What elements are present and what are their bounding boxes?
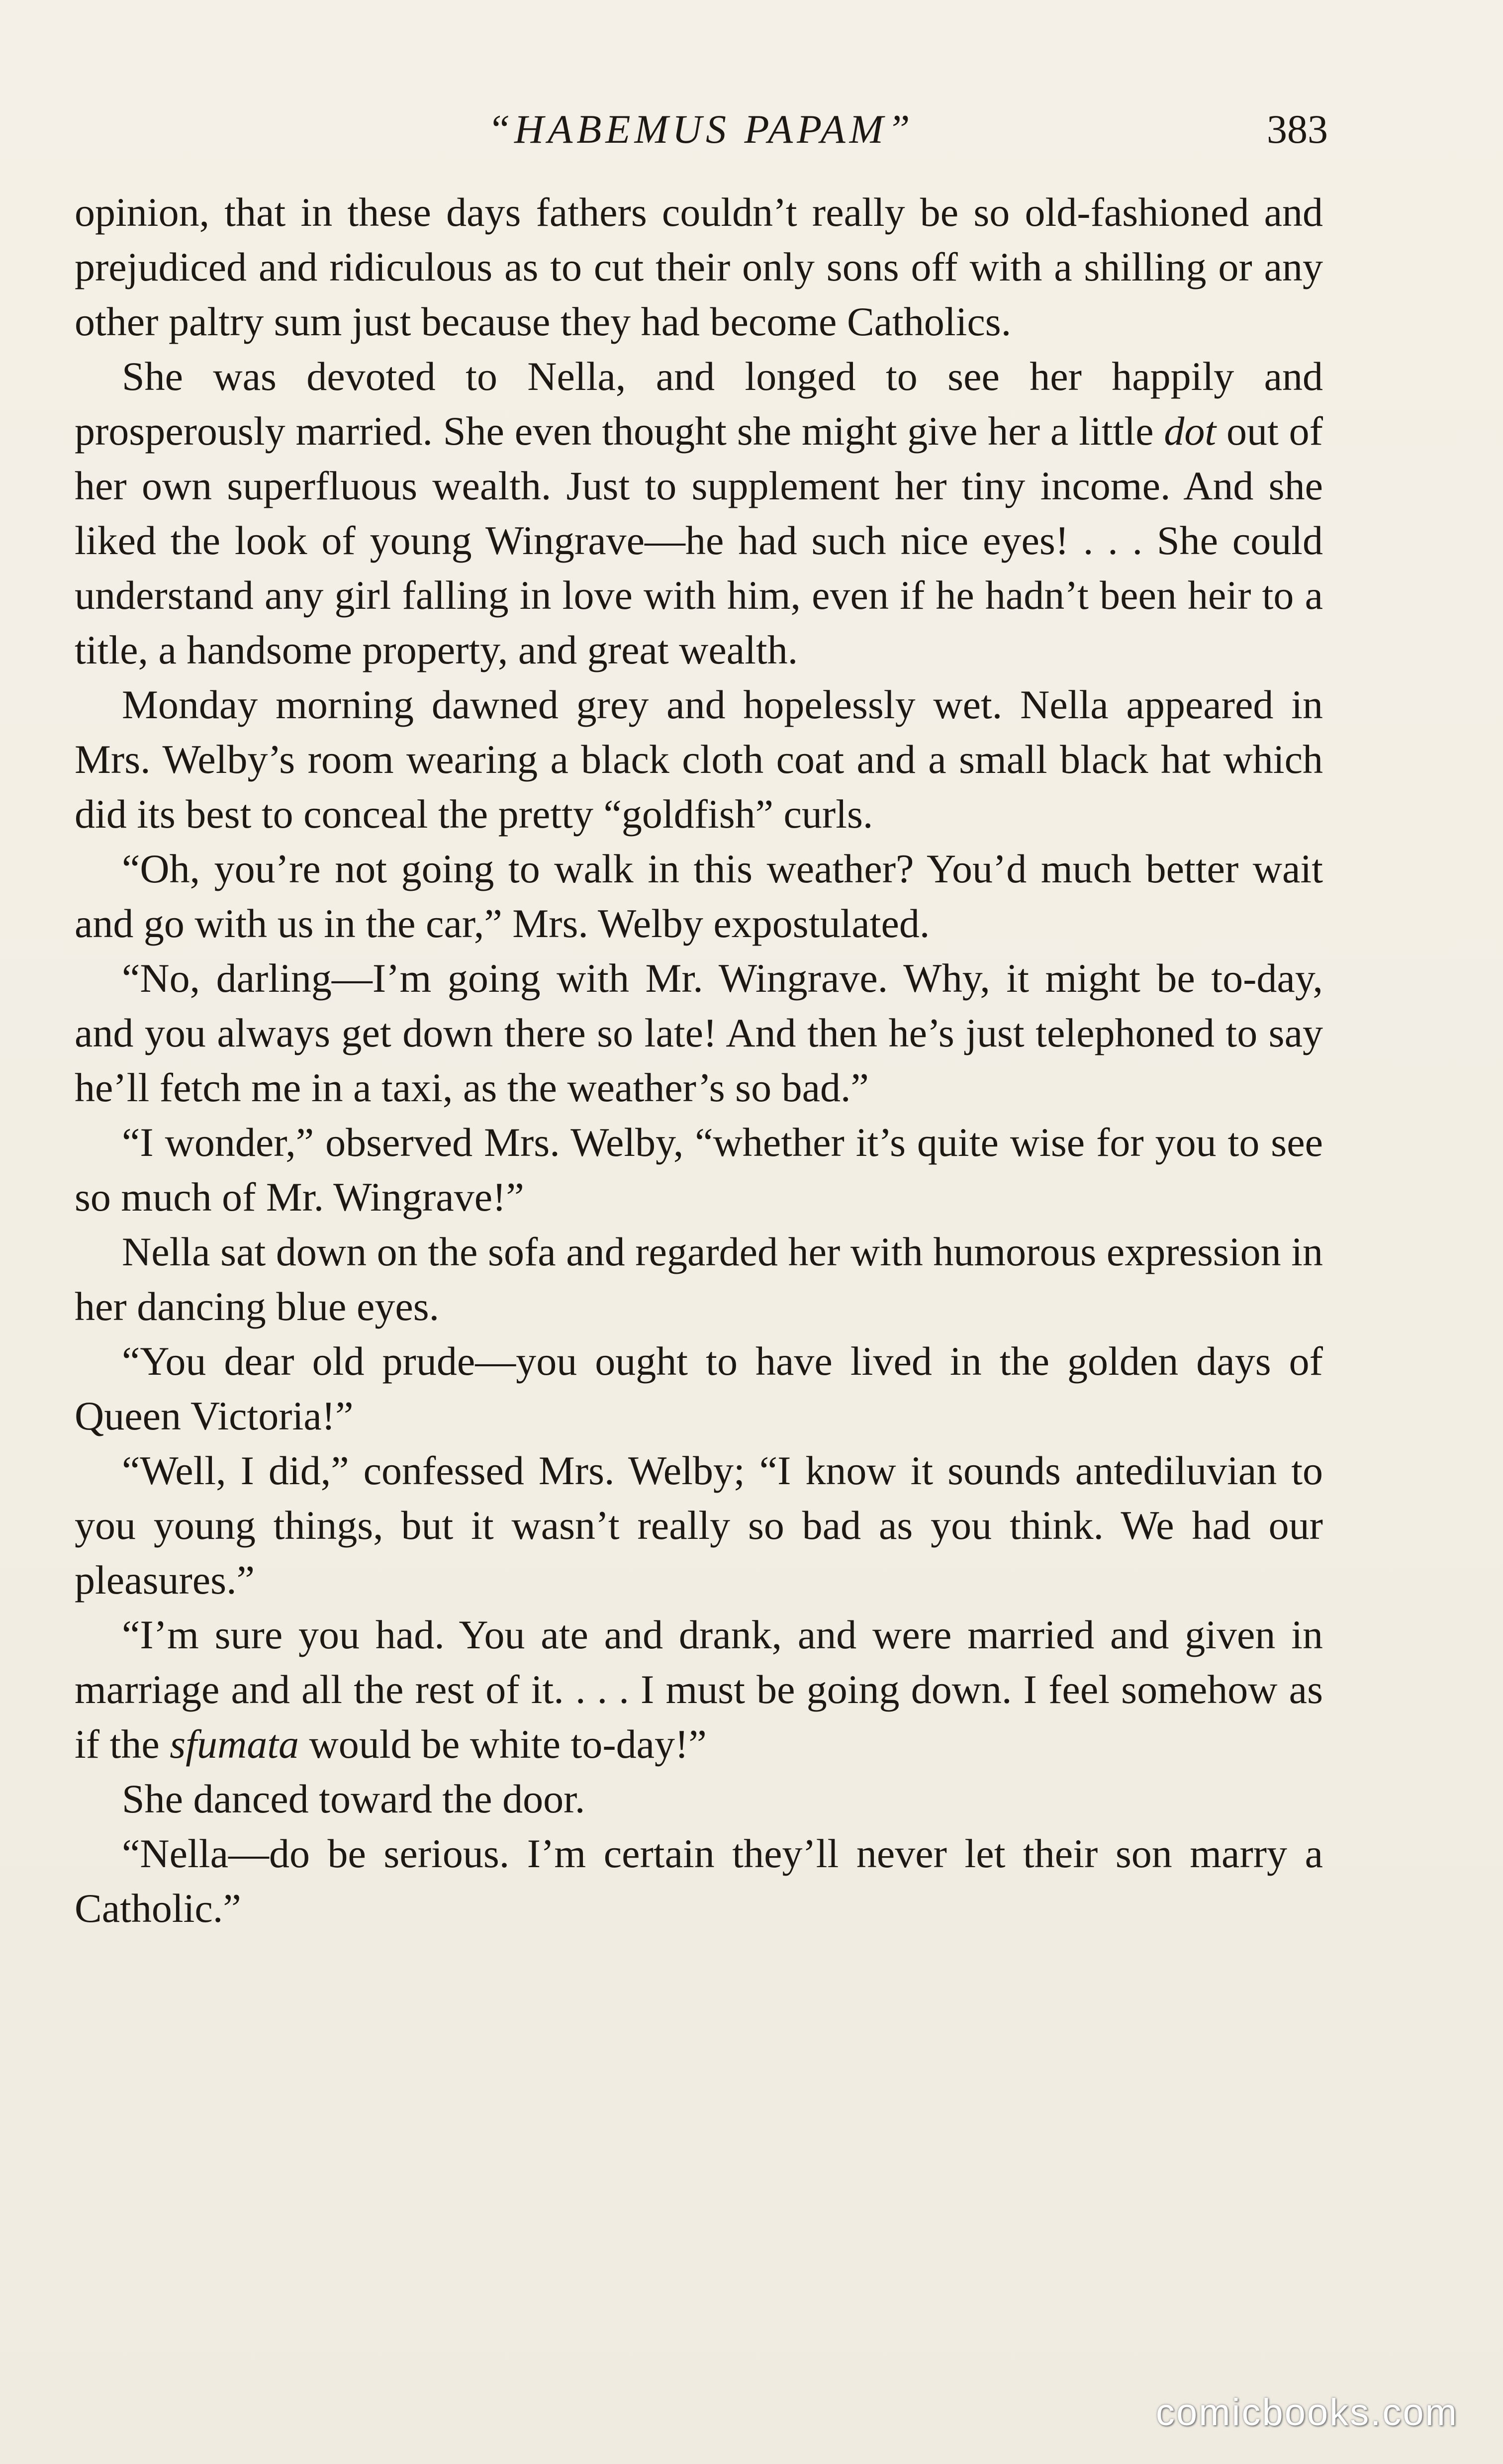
paragraph-11 xyxy=(75,1772,1323,1826)
paragraph-4 xyxy=(75,842,1323,951)
paragraph-1 xyxy=(75,185,1323,349)
paragraph-9 xyxy=(75,1443,1323,1608)
paragraph-text: She was devoted to Nella, and longed to see her happily and prosperously married. She even thought she might give her a little xyxy=(75,354,1323,454)
body-text xyxy=(75,185,1323,1936)
italic-word-dot: dot xyxy=(1164,408,1217,454)
paragraph-12 xyxy=(75,1826,1323,1936)
watermark-text: comicbooks.com xyxy=(1156,2391,1458,2434)
paragraph-text: “I’m sure you had. You ate and drank, and were married and given in marriage and all the rest of it. . . . I must be going down. I feel somehow as if the xyxy=(75,1612,1323,1767)
paragraph-text: Nella sat down on the sofa and regarded her with humorous expression in her dancing blue eyes. xyxy=(75,1229,1323,1329)
paragraph-10 xyxy=(75,1608,1323,1772)
paragraph-text: “Nella—do be serious. I’m certain they’ll never let their son marry a Catholic.” xyxy=(75,1831,1323,1931)
italic-word-sfumata: sfumata xyxy=(170,1721,299,1767)
paragraph-text: out of her own superfluous wealth. Just to supplement her tiny income. And she liked the look of young Wingrave—he had such nice eyes! . . . She could understand any girl falling in love with him, even if he hadn’t been heir to a title, a handsome property, and great wealth. xyxy=(75,408,1323,672)
paragraph-2 xyxy=(75,349,1323,677)
paragraph-3 xyxy=(75,677,1323,842)
paragraph-6 xyxy=(75,1115,1323,1225)
paragraph-text: She danced toward the door. xyxy=(122,1776,585,1821)
page-header xyxy=(74,102,1328,157)
running-head: “HABEMUS PAPAM” xyxy=(487,106,914,152)
paragraph-8 xyxy=(75,1334,1323,1443)
paragraph-text: “You dear old prude—you ought to have lived in the golden days of Queen Victoria!” xyxy=(75,1338,1323,1438)
paragraph-text: “Oh, you’re not going to walk in this weather? You’d much better wait and go with us in the car,” Mrs. Welby expostulated. xyxy=(75,846,1323,946)
paragraph-text: Monday morning dawned grey and hopelessly wet. Nella appeared in Mrs. Welby’s room wearing a black cloth coat and a small black hat which did its best to conceal the pretty “goldfish” curls. xyxy=(75,682,1323,837)
paragraph-text: “I wonder,” observed Mrs. Welby, “whether it’s quite wise for you to see so much of Mr. Wingrave!” xyxy=(75,1120,1323,1220)
page-number: 383 xyxy=(1267,106,1328,152)
paragraph-7 xyxy=(75,1225,1323,1334)
paragraph-text: would be white to-day!” xyxy=(298,1721,707,1767)
paragraph-text: “Well, I did,” confessed Mrs. Welby; “I know it sounds antediluvian to you young things, but it wasn’t really so bad as you think. We had our pleasures.” xyxy=(75,1448,1323,1603)
paragraph-5 xyxy=(75,951,1323,1115)
paragraph-text: opinion, that in these days fathers couldn’t really be so old-fashioned and prejudiced and ridiculous as to cut their only sons off with a shilling or any other paltry sum just because they had become Catholics. xyxy=(75,190,1323,344)
paragraph-text: “No, darling—I’m going with Mr. Wingrave. Why, it might be to-day, and you always get down there so late! And then he’s just telephoned to say he’ll fetch me in a taxi, as the weather’s so bad.” xyxy=(75,955,1323,1110)
